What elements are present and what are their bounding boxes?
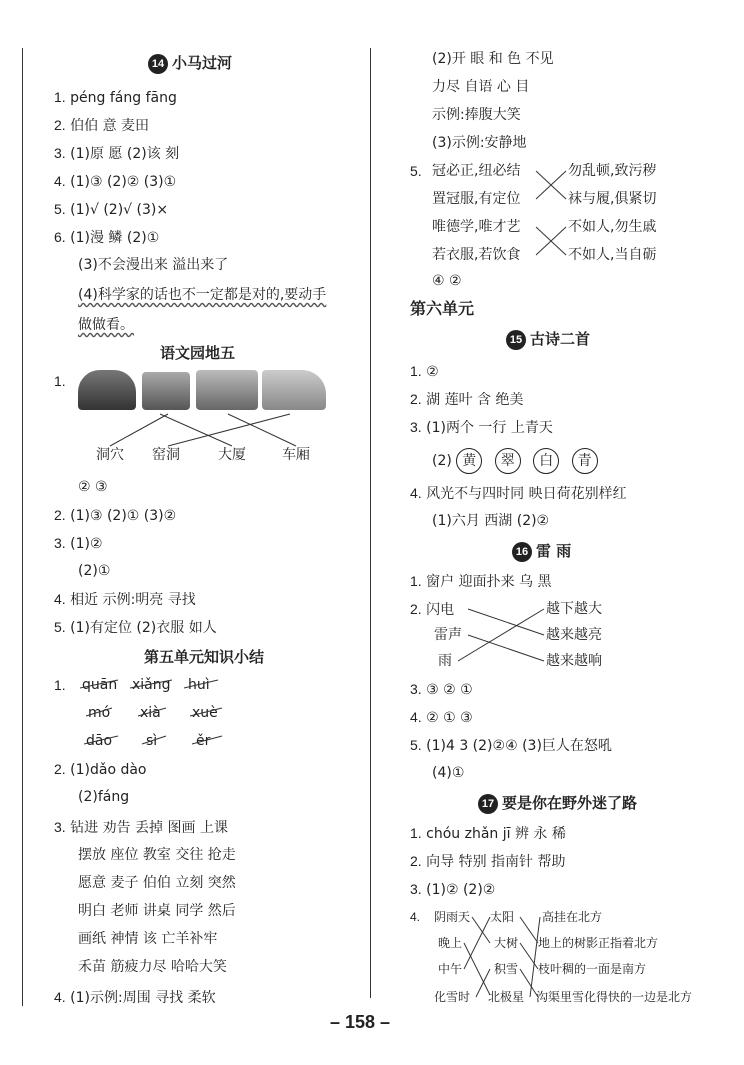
answer-line: 愿意 麦子 伯伯 立刻 突然: [78, 875, 236, 891]
answer-line: 6. (1)漫 鳞 (2)①: [54, 229, 160, 246]
answer-line: 2. 向导 特别 指南针 帮助: [410, 853, 566, 870]
match-col3: 地上的树影正指着北方: [538, 936, 659, 950]
answer-line: 画纸 神情 该 亡羊补牢: [78, 931, 218, 947]
answer-line: (3)不会漫出来 溢出来了: [78, 257, 229, 273]
idiom-right: 勿乱顿,致污秽: [568, 163, 657, 179]
answer-line: 3. ③ ② ①: [410, 681, 473, 698]
circled-char: 黄: [456, 448, 482, 474]
match-col1: 阴雨天: [434, 910, 471, 924]
pinyin-item: xiǎng: [132, 677, 171, 693]
answer-line: 3. 钻进 劝告 丢掉 图画 上课: [54, 819, 228, 836]
answer-line: 力尽 自语 心 目: [432, 79, 530, 95]
answer-line: (4)科学家的话也不一定都是对的,要动手: [78, 287, 327, 303]
match-col3: 枝叶稠的一面是南方: [538, 962, 647, 976]
circled-char: 白: [533, 448, 559, 474]
circled-char: 翠: [495, 448, 521, 474]
answer-line: 2. (1)dǎo dào: [54, 761, 147, 778]
thunder-right: 越下越大: [546, 601, 602, 617]
answer-line: 1. ②: [410, 363, 439, 380]
answer-line: 3. (1)②: [54, 535, 103, 552]
match-col1: 化雪时: [434, 990, 471, 1004]
answer-line: (2)开 眼 和 色 不见: [432, 51, 554, 67]
page-number: – 158 –: [330, 1012, 391, 1032]
pinyin-item: ěr: [196, 733, 211, 749]
thunder-right: 越来越亮: [546, 627, 602, 643]
idiom-left: 若衣服,若饮食: [432, 247, 521, 263]
answer-line: 摆放 座位 教室 交往 抢走: [78, 847, 236, 863]
match-col3: 沟渠里雪化得快的一边是北方: [536, 990, 693, 1004]
answer-line: 3. (1)② (2)②: [410, 881, 496, 898]
answer-line: 4. 风光不与四时同 映日荷花别样红: [410, 485, 627, 502]
circled-char: 青: [572, 448, 598, 474]
match-col3: 高挂在北方: [542, 910, 603, 924]
pinyin-item: xuè: [192, 705, 218, 721]
pinyin-item: sì: [146, 733, 158, 749]
match-word: 窑洞: [152, 447, 180, 463]
answer-line: 禾苗 筋疲力尽 哈哈大笑: [78, 959, 227, 975]
answer-line: (2) 黄 翠 白 青: [432, 448, 606, 474]
match-col2: 太阳: [490, 910, 515, 924]
answer-line: 做做看。: [78, 317, 134, 333]
idiom-left: 唯德学,唯才艺: [432, 219, 521, 235]
match-col1: 晚上: [438, 936, 463, 950]
answer-line: 5.: [410, 163, 422, 179]
answer-line: (2)fáng: [78, 789, 130, 805]
answer-line: 1.: [54, 373, 66, 389]
thunder-left: 雷声: [434, 627, 462, 643]
answer-line: ④ ②: [432, 273, 462, 289]
idiom-left: 冠必正,纽必结: [432, 163, 521, 179]
thunder-left: 雨: [438, 653, 452, 669]
answer-line: (1)六月 西湖 (2)②: [432, 513, 550, 529]
match-word: 车厢: [282, 447, 310, 463]
section-14-title: 14 小马过河: [148, 52, 232, 74]
pinyin-item: quān: [82, 677, 118, 693]
answer-line: 1. péng fáng fāng: [54, 89, 177, 106]
answer-line: 5. (1)有定位 (2)衣服 如人: [54, 619, 217, 636]
answer-line: 4.: [410, 910, 421, 924]
answer-line: 5. (1)√ (2)√ (3)×: [54, 201, 169, 218]
match-word: 洞穴: [96, 447, 124, 463]
answer-line: 2. 伯伯 意 麦田: [54, 117, 150, 134]
section-17-title: 17 要是你在野外迷了路: [478, 792, 637, 814]
section-badge: 15: [506, 330, 526, 350]
answer-line: (4)①: [432, 765, 465, 781]
answer-line: 3. (1)原 愿 (2)该 刻: [54, 145, 180, 162]
answer-line: 4. ② ① ③: [410, 709, 473, 726]
answer-line: 5. (1)4 3 (2)②④ (3)巨人在怒吼: [410, 737, 612, 754]
yuwen-yuandi-5-title: 语文园地五: [160, 344, 236, 362]
answer-line: 明白 老师 讲桌 同学 然后: [78, 903, 236, 919]
idiom-right: 不如人,当自砺: [568, 247, 657, 263]
answer-line: 2. (1)③ (2)① (3)②: [54, 507, 177, 524]
answer-line: 3. (1)两个 一行 上青天: [410, 419, 553, 436]
answer-line: 示例:捧腹大笑: [432, 107, 521, 123]
answer-line: 4. (1)③ (2)② (3)①: [54, 173, 177, 190]
unit5-summary-title: 第五单元知识小结: [144, 648, 265, 666]
section-badge: 14: [148, 54, 168, 74]
match-col2: 北极星: [488, 990, 525, 1004]
pinyin-item: xià: [140, 705, 161, 721]
match-col2: 大树: [494, 936, 519, 950]
match-col1: 中午: [438, 962, 463, 976]
match-word: 大厦: [218, 447, 246, 463]
unit-6-heading: 第六单元: [410, 299, 475, 318]
section-15-title: 15 古诗二首: [506, 328, 590, 350]
answer-line: 1. 窗户 迎面扑来 乌 黑: [410, 573, 552, 590]
answer-line: 4. 相近 示例:明亮 寻找: [54, 591, 196, 608]
idiom-right: 不如人,勿生戚: [568, 219, 657, 235]
match-col2: 积雪: [494, 962, 519, 976]
answer-line: ② ③: [78, 479, 108, 495]
pinyin-item: mó: [88, 705, 111, 721]
section-badge: 16: [512, 542, 532, 562]
answer-line: 4. (1)示例:周围 寻找 柔软: [54, 989, 216, 1006]
answer-line: 1.: [54, 677, 66, 693]
idiom-right: 袜与履,俱紧切: [568, 191, 657, 207]
answer-line: (3)示例:安静地: [432, 135, 527, 151]
pinyin-item: huì: [188, 677, 210, 693]
answer-line: 2. 闪电: [410, 601, 455, 618]
answer-line: 2. 湖 莲叶 含 绝美: [410, 391, 524, 408]
thunder-right: 越来越响: [546, 653, 602, 669]
section-badge: 17: [478, 794, 498, 814]
idiom-left: 置冠服,有定位: [432, 191, 521, 207]
answer-line: (2)①: [78, 563, 111, 579]
answer-line: 1. chóu zhǎn jī 辨 永 稀: [410, 825, 566, 842]
section-16-title: 16 雷 雨: [512, 540, 571, 562]
pinyin-item: dāo: [86, 733, 113, 749]
